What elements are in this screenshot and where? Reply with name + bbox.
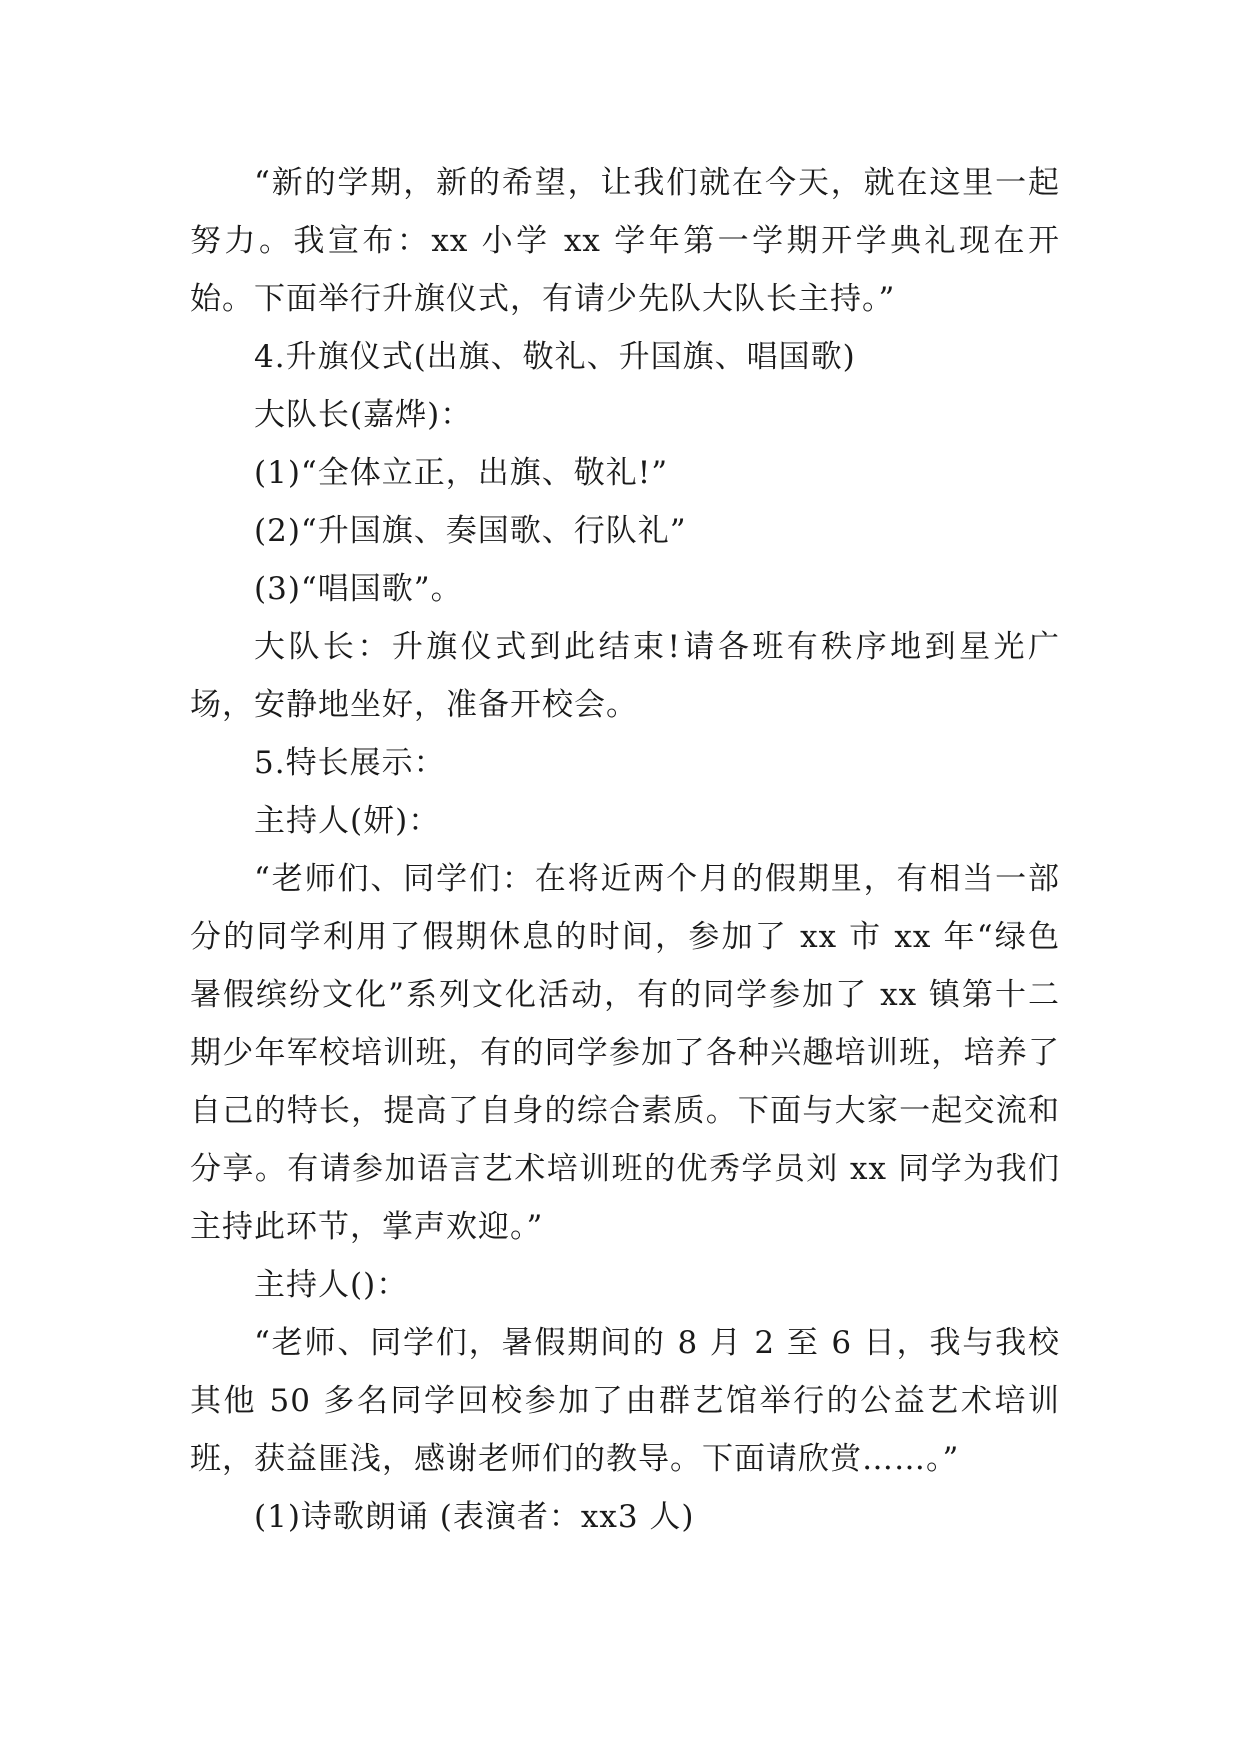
paragraph-host-speech-2: “老师、同学们，暑假期间的 8 月 2 至 6 日，我与我校其他 50 多名同学回校参加了由群艺馆举行的公益艺术培训班，获益匪浅，感谢老师们的教导。下面请欣赏……。” bbox=[190, 1325, 1060, 1477]
paragraph-flag-ceremony-end: 大队长：升旗仪式到此结束!请各班有秩序地到星光广场，安静地坐好，准备开校会。 bbox=[190, 629, 1060, 723]
paragraph-host-blank: 主持人()： bbox=[254, 1267, 409, 1303]
paragraph-opening-declaration: “新的学期，新的希望，让我们就在今天，就在这里一起努力。我宣布：xx 小学 xx 学年第一学期开学典礼现在开始。下面举行升旗仪式，有请少先队大队长主持。” bbox=[190, 165, 1060, 317]
paragraph-host-speech-1: “老师们、同学们：在将近两个月的假期里，有相当一部分的同学利用了假期休息的时间，参加了 xx 市 xx 年“绿色暑假缤纷文化”系列文化活动，有的同学参加了 xx 镇第十二期少年军校培训班，有的同学参加了各种兴趣培训班，培养了自己的特长，提高了自身的综合素质。下面与大家一起交流和分享。有请参加语言艺术培训班的优秀学员刘 xx 同学为我们主持此环节，掌声欢迎。” bbox=[190, 861, 1060, 1245]
paragraph-talent-show-heading: 5.特长展示： bbox=[254, 745, 446, 781]
paragraph-step-1: (1)“全体立正，出旗、敬礼!” bbox=[254, 455, 669, 491]
document-body bbox=[190, 154, 1060, 1546]
paragraph-step-2: (2)“升国旗、奏国歌、行队礼” bbox=[254, 513, 687, 549]
paragraph-poetry-recital: (1)诗歌朗诵 (表演者：xx3 人) bbox=[254, 1499, 695, 1535]
paragraph-step-3: (3)“唱国歌”。 bbox=[254, 571, 463, 607]
paragraph-team-leader: 大队长(嘉烨)： bbox=[254, 397, 473, 433]
paragraph-flag-ceremony-heading: 4.升旗仪式(出旗、敬礼、升国旗、唱国歌) bbox=[254, 339, 856, 375]
paragraph-host-yan: 主持人(妍)： bbox=[254, 803, 441, 839]
